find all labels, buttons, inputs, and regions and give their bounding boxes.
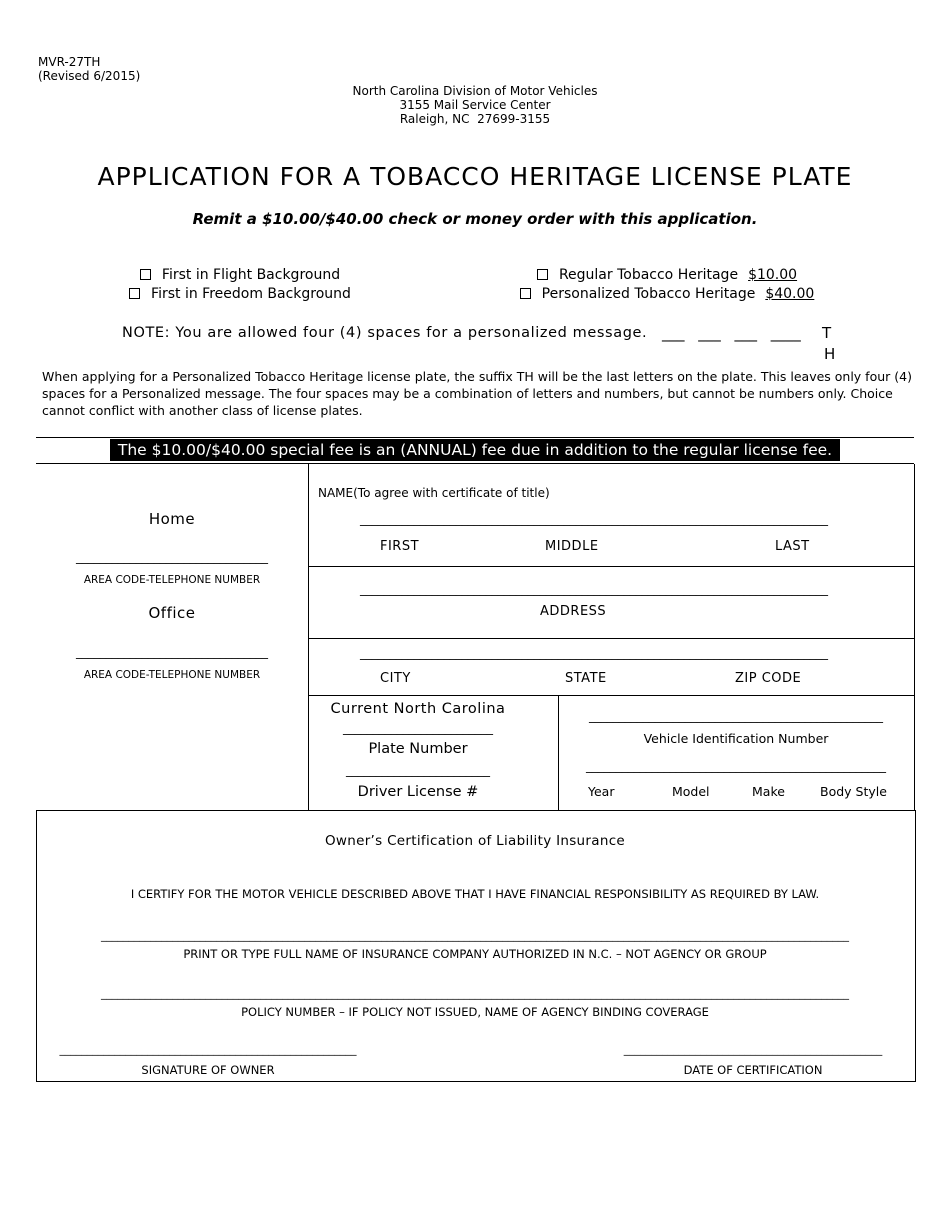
agency-name: North Carolina Division of Motor Vehicles <box>352 84 598 98</box>
name-blank[interactable]: ______________________________________________________________________________ <box>360 512 828 526</box>
certification-title: Owner’s Certification of Liability Insurance <box>324 833 626 849</box>
plate-type-options-group <box>467 266 867 304</box>
remit-instruction: Remit a $10.00/$40.00 check or money order with this application. <box>192 210 758 228</box>
owner-signature-caption: SIGNATURE OF OWNER <box>141 1063 275 1077</box>
personalized-tobacco-heritage-label: Personalized Tobacco Heritage <box>541 286 756 302</box>
vin-label: Vehicle Identification Number <box>643 731 829 746</box>
annual-fee-banner: The $10.00/$40.00 special fee is an (ANNUAL) fee due in addition to the regular license fee. <box>110 439 840 461</box>
certification-date-blank[interactable]: _______________________________________________ <box>623 1043 883 1056</box>
state-label: STATE <box>565 671 607 686</box>
personalization-info-paragraph: When applying for a Personalized Tobacco Heritage license plate, the suffix TH will be the last letters on the plate. This leaves only four (4) spaces for a Personalized message. The four spaces may be a combination of letters and numbers, but cannot be numbers only. Choice cannot conflict with another class of license plates. <box>42 369 912 418</box>
applicant-info-table <box>36 463 914 811</box>
model-label: Model <box>672 784 710 799</box>
home-phone-label: Home <box>148 510 196 528</box>
option-first-in-freedom[interactable] <box>60 285 420 304</box>
regular-tobacco-heritage-checkbox[interactable] <box>537 269 548 280</box>
plate-suffix-t: T <box>822 324 832 342</box>
divider-above-banner <box>36 437 914 438</box>
first-in-freedom-label: First in Freedom Background <box>151 286 351 302</box>
personalized-message-blanks[interactable]: ___ ___ ___ ____ <box>662 324 801 342</box>
owner-certification-box <box>36 810 916 1082</box>
first-in-flight-label: First in Flight Background <box>161 267 341 283</box>
owner-signature-blank[interactable]: ______________________________________________________ <box>59 1043 357 1056</box>
make-label: Make <box>752 784 785 799</box>
address-blank[interactable]: ______________________________________________________________________________ <box>360 582 828 596</box>
policy-number-caption: POLICY NUMBER – IF POLICY NOT ISSUED, NAME OF AGENCY BINDING COVERAGE <box>241 1005 709 1019</box>
vin-specs-cell <box>558 695 914 811</box>
driver-license-label: Driver License # <box>357 784 479 800</box>
year-label: Year <box>588 784 615 799</box>
background-options-group <box>60 266 420 304</box>
city-state-zip-blank[interactable]: ______________________________________________________________________________ <box>360 646 828 660</box>
last-name-label: LAST <box>775 539 810 554</box>
home-phone-caption: AREA CODE-TELEPHONE NUMBER <box>83 574 261 586</box>
policy-number-blank[interactable]: ________________________________________________________________________________________________________________________________________ <box>101 987 849 1000</box>
insurance-company-caption: PRINT OR TYPE FULL NAME OF INSURANCE COMPANY AUTHORIZED IN N.C. – NOT AGENCY OR GROUP <box>183 947 767 961</box>
middle-name-label: MIDDLE <box>545 539 599 554</box>
plate-number-blank[interactable]: _________________________ <box>343 721 493 735</box>
option-first-in-flight[interactable] <box>60 266 420 285</box>
first-in-flight-checkbox[interactable] <box>140 269 151 280</box>
name-label: NAME(To agree with certificate of title) <box>318 486 550 500</box>
city-label: CITY <box>380 671 411 686</box>
insurance-company-blank[interactable]: ________________________________________________________________________________________________________________________________________ <box>101 929 849 942</box>
vin-blank[interactable]: _________________________________________________ <box>589 709 883 723</box>
plate-suffix-h: H <box>824 345 836 363</box>
agency-city-line: Raleigh, NC 27699-3155 <box>399 112 551 126</box>
city-state-zip-row <box>308 638 914 696</box>
office-phone-label: Office <box>148 604 196 622</box>
annual-fee-banner-row <box>0 439 950 461</box>
personalized-fee-amount: $40.00 <box>765 286 815 302</box>
address-row <box>308 566 914 639</box>
zip-code-label: ZIP CODE <box>735 671 802 686</box>
certification-statement: I CERTIFY FOR THE MOTOR VEHICLE DESCRIBED ABOVE THAT I HAVE FINANCIAL RESPONSIBILITY AS REQUIRED BY LAW. <box>130 887 820 901</box>
current-nc-label: Current North Carolina <box>330 701 506 717</box>
office-phone-caption: AREA CODE-TELEPHONE NUMBER <box>83 669 261 681</box>
name-row <box>308 464 914 567</box>
address-label: ADDRESS <box>540 604 607 619</box>
identity-column <box>308 464 915 811</box>
plate-number-label: Plate Number <box>368 741 468 757</box>
plate-license-cell <box>308 695 559 811</box>
office-phone-blank[interactable]: ________________________________ <box>76 645 268 659</box>
first-in-freedom-checkbox[interactable] <box>129 288 140 299</box>
option-regular-tobacco-heritage[interactable] <box>467 266 867 285</box>
phone-column <box>36 464 309 811</box>
certification-date-caption: DATE OF CERTIFICATION <box>683 1063 823 1077</box>
first-name-label: FIRST <box>380 539 420 554</box>
option-personalized-tobacco-heritage[interactable] <box>467 285 867 304</box>
body-style-label: Body Style <box>820 784 887 799</box>
home-phone-blank[interactable]: ________________________________ <box>76 550 268 564</box>
revision-date: (Revised 6/2015) <box>38 69 141 83</box>
regular-tobacco-heritage-label: Regular Tobacco Heritage <box>558 267 739 283</box>
vehicle-specs-blank[interactable]: __________________________________________________ <box>586 759 886 773</box>
form-title: APPLICATION FOR A TOBACCO HERITAGE LICENSE PLATE <box>97 162 853 191</box>
regular-fee-amount: $10.00 <box>748 267 798 283</box>
form-number: MVR-27TH <box>38 55 101 69</box>
driver-license-blank[interactable]: ________________________ <box>346 763 490 777</box>
personalized-tobacco-heritage-checkbox[interactable] <box>520 288 531 299</box>
personalization-note: NOTE: You are allowed four (4) spaces for a personalized message. <box>122 325 648 341</box>
agency-address-line: 3155 Mail Service Center <box>399 98 551 112</box>
vehicle-row <box>308 695 914 811</box>
